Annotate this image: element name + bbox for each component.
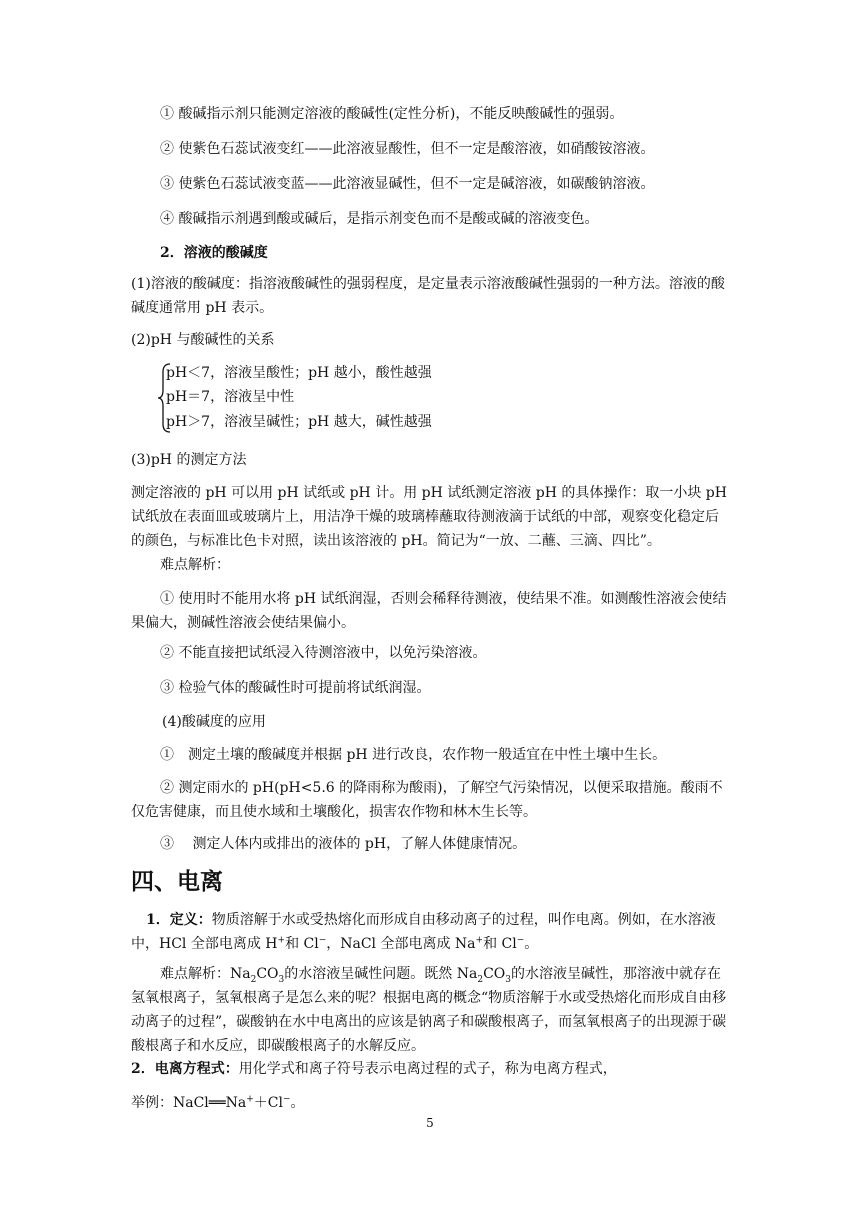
example-text-c: 。 xyxy=(290,1095,305,1111)
subscript-3: 3 xyxy=(505,974,511,985)
application-point-1: ① 测定土壤的酸碱度并根据 pH 进行改良，农作物一般适宜在中性土壤中生长。 xyxy=(160,747,667,763)
indicator-note-1: ① 酸碱指示剂只能测定溶液的酸碱性(定性分析)，不能反映酸碱性的强弱。 xyxy=(160,106,624,122)
paragraph-ph-method: (3)pH 的测定方法 xyxy=(131,452,247,468)
definition-text-a: 物质溶解于水或受热熔化而形成自由移动离子的过程，叫作电离。例如，在水溶液中，HCl 全部电离成 H xyxy=(131,912,716,952)
difficulty-point-2: ② 不能直接把试纸浸入待测溶液中，以免污染溶液。 xyxy=(160,645,487,661)
example-text-b: ＋Cl xyxy=(253,1095,283,1111)
ph-rule-neutral: pH＝7，溶液呈中性 xyxy=(166,389,295,405)
definition-text-e: 。 xyxy=(524,936,539,952)
definition-text-c: ，NaCl 全部电离成 Na xyxy=(326,936,476,952)
superscript-plus: + xyxy=(246,1094,254,1105)
superscript-plus: + xyxy=(475,935,484,946)
ph-rule-acidic: pH＜7，溶液呈酸性；pH 越小，酸性越强 xyxy=(166,365,432,381)
indicator-note-2: ② 使紫色石蕊试液变红——此溶液显酸性，但不一定是酸溶液，如硝酸铵溶液。 xyxy=(160,141,655,157)
paragraph-ph-application: (4)酸碱度的应用 xyxy=(162,714,266,730)
superscript-minus: − xyxy=(318,935,327,946)
paragraph-ph-procedure: 测定溶液的 pH 可以用 pH 试纸或 pH 计。用 pH 试纸测定溶液 pH 的具体操作：取一小块 pH 试纸放在表面皿或玻璃片上，用洁净干燥的玻璃棒蘸取待测液滴于试纸的中部，观察变化稳定后的颜色，与标准比色卡对照，读出该溶液的 pH。简记为“一放、二蘸、三滴、四比”。 xyxy=(131,485,727,549)
difficulty-text-c: 的水溶液呈碱性，那溶液中就存在氢氧根离子，氢氧根离子是怎么来的呢？根据电离的概念“物质溶解于水或受热熔化而形成自由移动离子的过程”，碳酸钠在水中电离出的应该是钠离子和碳酸根离子，而氢氧根离子的出现源于碳酸根离子和水反应，即碳酸根离子的水解反应。 xyxy=(131,966,727,1054)
difficulty-text-b: 的水溶液呈碱性问题。既然 Na xyxy=(284,966,478,982)
application-point-2: ② 测定雨水的 pH(pH<5.6 的降雨称为酸雨)，了解空气污染情况，以便采取措施。酸雨不仅危害健康，而且使水域和土壤酸化，损害农作物和林木生长等。 xyxy=(131,780,723,820)
indicator-note-3: ③ 使紫色石蕊试液变蓝——此溶液显碱性，但不一定是碱溶液，如碳酸钠溶液。 xyxy=(160,176,655,192)
formula-co: CO xyxy=(256,966,279,982)
paragraph-ionization-difficulty xyxy=(131,962,731,1058)
indicator-note-4: ④ 酸碱指示剂遇到酸或碱后，是指示剂变色而不是酸或碱的溶液变色。 xyxy=(160,211,599,227)
subscript-2: 2 xyxy=(250,974,257,985)
formula-co: CO xyxy=(483,966,506,982)
superscript-minus: − xyxy=(283,1094,291,1105)
difficulty-point-1: ① 使用时不能用水将 pH 试纸润湿，否则会稀释待测液，使结果不准。如测酸性溶液会使结果偏大，测碱性溶液会使结果偏小。 xyxy=(131,591,727,631)
paragraph-ionization-equation xyxy=(131,1057,731,1081)
definition-text-d: 和 Cl xyxy=(483,936,517,952)
ph-rule-basic: pH＞7，溶液呈碱性；pH 越大，碱性越强 xyxy=(166,414,432,430)
equation-label: 2．电离方程式： xyxy=(131,1061,239,1077)
page-number: 5 xyxy=(426,1116,434,1130)
difficulty-point-3: ③ 检验气体的酸碱性时可提前将试纸润湿。 xyxy=(160,680,431,696)
example-equation xyxy=(131,1091,731,1115)
example-text-a: 举例：NaCl══Na xyxy=(131,1095,247,1111)
paragraph-ionization-definition xyxy=(131,908,731,956)
subscript-2: 2 xyxy=(477,974,484,985)
paragraph-acidity-definition: (1)溶液的酸碱度：指溶液酸碱性的强弱程度，是定量表示溶液酸碱性强弱的一种方法。溶液的酸碱度通常用 pH 表示。 xyxy=(131,276,725,316)
definition-label: 1．定义： xyxy=(146,912,212,928)
definition-text-b: 和 Cl xyxy=(285,936,319,952)
difficulty-label: 难点解析： xyxy=(160,557,230,573)
paragraph-ph-relation: (2)pH 与酸碱性的关系 xyxy=(131,332,275,348)
superscript-plus: + xyxy=(277,935,286,946)
subscript-3: 3 xyxy=(278,974,285,985)
equation-text: 用化学式和离子符号表示电离过程的式子，称为电离方程式， xyxy=(238,1061,617,1077)
application-point-3: ③ 测定人体内或排出的液体的 pH，了解人体健康情况。 xyxy=(160,836,527,852)
superscript-minus: − xyxy=(516,935,525,946)
section-title-ionization: 四、电离 xyxy=(131,869,223,895)
section-heading-acidity: 2．溶液的酸碱度 xyxy=(160,245,268,261)
difficulty-text-a: 难点解析：Na xyxy=(160,966,251,982)
